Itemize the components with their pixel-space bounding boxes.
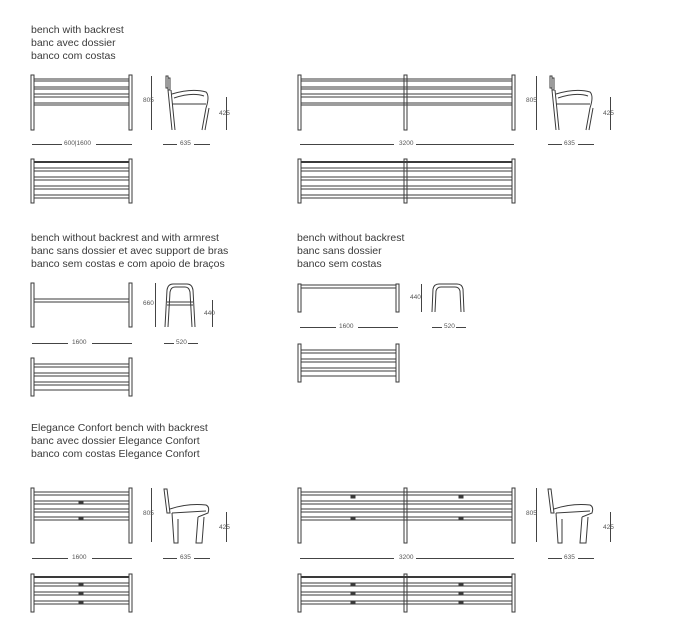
armrest-width-label: 1600 xyxy=(72,339,87,346)
depth-dim-line-right xyxy=(194,144,210,145)
section-title-backrest xyxy=(31,24,124,63)
width-label-short: 600|1600 xyxy=(64,140,91,147)
elegance-bench-front-long xyxy=(297,487,517,545)
bench-side-backrest-2 xyxy=(546,74,596,132)
elegance-height-label: 805 xyxy=(143,510,154,517)
width-dim-line-long xyxy=(300,144,394,145)
elegance-depth-dim-line-2-right xyxy=(578,558,594,559)
title-en: bench without backrest xyxy=(297,232,405,244)
bench-top-short xyxy=(30,158,134,204)
armrest-bench-top xyxy=(30,357,134,397)
title-pt: banco com costas Elegance Confort xyxy=(31,448,200,460)
elegance-depth-dim-line-2 xyxy=(548,558,562,559)
elegance-width-dim-line-short-right xyxy=(92,558,132,559)
no-backrest-width-dim-line xyxy=(300,327,336,328)
elegance-bench-front-short xyxy=(30,487,134,545)
depth-dim-line-2 xyxy=(548,144,562,145)
armrest-seat-label: 440 xyxy=(204,310,215,317)
elegance-seat-label-2: 425 xyxy=(603,524,614,531)
no-backrest-bench-side xyxy=(430,283,466,313)
depth-dim-line-2-right xyxy=(578,144,594,145)
seat-height-label: 425 xyxy=(219,110,230,117)
width-label-long: 3200 xyxy=(399,140,414,147)
section-title-elegance xyxy=(31,422,208,461)
title-en: bench without backrest and with armrest xyxy=(31,232,219,244)
title-pt: banco sem costas e com apoio de braços xyxy=(31,258,225,270)
no-backrest-depth-dim-line-right xyxy=(456,327,466,328)
section-title-armrest xyxy=(31,232,228,271)
seat-height-label-2: 425 xyxy=(603,110,614,117)
elegance-depth-dim-line-right xyxy=(194,558,210,559)
title-pt: banco com costas xyxy=(31,50,116,62)
bench-front-short xyxy=(30,74,134,132)
depth-dim-line xyxy=(163,144,177,145)
height-label: 805 xyxy=(143,97,154,104)
elegance-width-dim-line-short xyxy=(32,558,68,559)
depth-label: 635 xyxy=(180,140,191,147)
title-fr: banc sans dossier et avec support de bras xyxy=(31,245,229,257)
armrest-depth-dim-line xyxy=(164,343,174,344)
elegance-depth-dim-line xyxy=(163,558,177,559)
title-en: bench with backrest xyxy=(31,24,124,36)
elegance-width-label-long: 3200 xyxy=(399,554,414,561)
width-dim-line-short xyxy=(32,144,62,145)
elegance-width-dim-line-long-right xyxy=(416,558,514,559)
bench-top-long xyxy=(297,158,517,204)
armrest-bench-side xyxy=(163,282,197,328)
title-en: Elegance Confort bench with backrest xyxy=(31,422,208,434)
elegance-depth-label: 635 xyxy=(180,554,191,561)
elegance-depth-label-2: 635 xyxy=(564,554,575,561)
armrest-width-dim-line xyxy=(32,343,68,344)
no-backrest-bench-front xyxy=(297,283,401,313)
no-backrest-width-label: 1600 xyxy=(339,323,354,330)
height-label-2: 805 xyxy=(526,97,537,104)
no-backrest-bench-top xyxy=(297,343,401,383)
title-fr: banc avec dossier xyxy=(31,37,116,49)
armrest-height-dim-line xyxy=(155,283,156,327)
title-pt: banco sem costas xyxy=(297,258,382,270)
armrest-depth-dim-line-right xyxy=(188,343,198,344)
elegance-bench-top-long xyxy=(297,573,517,613)
elegance-bench-top-short xyxy=(30,573,134,613)
elegance-bench-side xyxy=(162,487,212,545)
no-backrest-width-dim-line-right xyxy=(358,327,398,328)
title-fr: banc sans dossier xyxy=(297,245,382,257)
elegance-bench-side-2 xyxy=(546,487,596,545)
bench-front-long xyxy=(297,74,517,132)
no-backrest-height-label: 440 xyxy=(410,294,421,301)
armrest-depth-label: 520 xyxy=(176,339,187,346)
width-dim-line-long-right xyxy=(416,144,514,145)
elegance-width-dim-line-long xyxy=(300,558,394,559)
armrest-bench-front xyxy=(30,282,134,328)
no-backrest-height-dim-line xyxy=(421,284,422,312)
armrest-width-dim-line-right xyxy=(92,343,132,344)
elegance-height-label-2: 805 xyxy=(526,510,537,517)
elegance-width-label-short: 1600 xyxy=(72,554,87,561)
title-fr: banc avec dossier Elegance Confort xyxy=(31,435,200,447)
section-title-no-backrest xyxy=(297,232,404,271)
elegance-seat-label: 425 xyxy=(219,524,230,531)
depth-label-2: 635 xyxy=(564,140,575,147)
bench-side-backrest xyxy=(162,74,212,132)
armrest-height-label: 660 xyxy=(143,300,154,307)
width-dim-line-short-right xyxy=(96,144,132,145)
no-backrest-depth-label: 520 xyxy=(444,323,455,330)
no-backrest-depth-dim-line xyxy=(432,327,442,328)
